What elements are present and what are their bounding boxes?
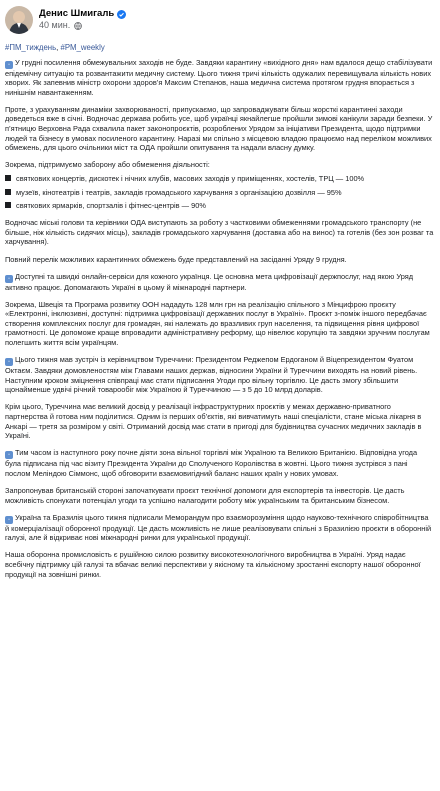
author-avatar[interactable] [5,6,33,34]
hashtags: #ПМ_тиждень, #PM_weekly [5,43,105,52]
hashtag-pm-tyzhden[interactable]: #ПМ_тиждень [5,43,57,52]
list-item: святкових концертів, дискотек і нічних клубів, масових заходів у приміщеннях, хостелів, ТРЦ — 100% [5,174,434,184]
post-paragraph: ▫ Тим часом із наступного року почне діяти зона вільної торгівлі між Україною та Великою Британією. Відповідна угода була підписана під час візиту Президента України до Сполученого Королівства в жовтні. Цього тижня зустрівся з пані послом Меліндою Сіммонс, щоб обговорити взаємовигідний баланс наших країн у нових умовах. [5,448,418,478]
list-item: музеїв, кінотеатрів і театрів, закладів громадського харчування з організацією дозвілля — 95% [5,188,434,198]
post-paragraph: Проте, з урахуванням динаміки захворюваності, припускаємо, що запроваджувати більш жорсткі карантинні заходи доведеться вже в січні. Водночас держава робить усе, щоб українці якнайлегше пройшли зимові канікули заради безпеки. У п’ятницю Верховна Рада схвалила пакет законопроєктів, розроблених Урядом за ініціативи Президента, щодо підтримки людей та бізнесу в умовах посиленого карантину. Наразі ми спільно з місцевою владою працюємо над переліком можливих обмежень, для цього очільники міст та ОДА пройшли опитування та надали власну думку. [5,104,433,153]
post-paragraph: Зокрема, підтримуємо заборону або обмеження діяльності: [5,160,210,170]
hashtag-pm-weekly[interactable]: #PM_weekly [60,43,105,52]
list-item: святкових ярмарків, спортзалів і фітнес-центрів — 90% [5,201,434,211]
bullet-emoji-icon: ▫ [5,516,13,524]
post-paragraph: ▫ Цього тижня мав зустріч із керівництвом Туреччини: Президентом Реджепом Ердоганом й Віцепрезидентом Фуатом Октаєм. Завдяки домовленостям між Главами наших держав, відносини України й Туреччини виходять на новий рівень. Наступним кроком зміцнення співпраці має стати підписання Угоди про вільну торгівлю. Це дасть змогу збільшити щонайменше удвічі річний товарообіг між Україною й Туреччиною — з 5 до 10 млрд доларів. [5,355,418,395]
post-paragraph: ▫ У грудні посилення обмежувальних заходів не буде. Завдяки карантину «вихідного дня» нам вдалося дещо стабілізувати епідемічну ситуацію та розвантажити медичну систему. Цього тижня тричі кількість одужалих перевищувала кількість нових хворих. Як запевнив міністр охорони здоров’я Максим Степанов, наша медична система протягом грудня впорається з нинішнім навантаженням. [5,57,433,97]
bullet-emoji-icon: ▫ [5,61,13,69]
square-bullet-icon [5,189,11,195]
post-time[interactable]: 40 мин. [39,20,71,30]
square-bullet-icon [5,175,11,181]
post-body [5,58,434,580]
post-paragraph: ▫ Доступні та швидкі онлайн-сервіси для кожного українця. Це основна мета цифровізації держпослуг, над якою Уряд активно працює. Допомагають Україні в цьому й міжнародні партнери. [5,271,414,292]
post-paragraph: ▫ Україна та Бразилія цього тижня підписали Меморандум про взаєморозуміння щодо науково-технічного співробітництва й комерціалізації оборонної продукції. Це дасть можливість не лише реалізовувати спільні з Бразилією проєкти в оборонній галузі, але й відкриває нові міжнародні ринки для української продукції. [5,512,432,543]
post-paragraph: Водночас міські голови та керівники ОДА виступають за роботу з частковими обмеженнями громадського транспорту (не більше, ніж кількість сидячих місць), закладів громадського харчування (доставка або на винос) та готелів (без зон розваг та харчування). [5,218,434,247]
post-paragraph: Запропонував британській стороні започаткувати проєкт технічної допомоги для експортерів та інвесторів. Це дасть можливість спонукати потенціал угоди та успішно налагодити роботу між українським та британським бізнесом. [5,486,405,505]
author-name[interactable]: Денис Шмигаль [39,8,115,20]
bullet-emoji-icon: ▫ [5,451,13,459]
post-paragraph: Повний перелік можливих карантинних обмежень буде представлений на засіданні Уряду 9 грудня. [5,254,347,264]
post-header [5,4,434,36]
post-paragraph: Зокрема, Швеція та Програма розвитку ООН нададуть 128 млн грн на реалізацію спільного з Мінцифрою проєкту «Електронні, інклюзивні, доступні: підтримка цифровізації державних послуг в Україні». Проєкт з-поміж іншого передбачає створення комплексних послуг для громадян, які належать до вразливих груп населення, та підвищення рівня цифрової грамотності. Це допоможе краще впровадити адміністративну реформу, що нівелює корупцію та завдяки зручним послугам полегшить життя всім українцям. [5,299,430,348]
bullet-emoji-icon: ▫ [5,275,13,283]
globe-icon [74,22,82,30]
bullet-emoji-icon: ▫ [5,358,13,366]
square-bullet-icon [5,202,11,208]
post-paragraph: Крім цього, Туреччина має великий досвід у реалізації інфраструктурних проєктів у межах державно-приватного партнерства й готова ним поділитися. Одним із перших об’єктів, які вивчатимуть наші спеціалісти, стане міська лікарня в Анкарі — третя за розміром у світі. Отриманий досвід має стати в пригоді для будівництва сучасних медичних закладів в Україні. [5,402,422,441]
verified-badge-icon [117,10,126,19]
post-paragraph: Наша оборонна промисловість є рушійною силою розвитку високотехнологічного виробництва в Україні. Уряд надає всебічну підтримку цій галузі та вбачає великі перспективи у якісному та кількісному зростанні експорту нашої оборонної продукції на зовнішні ринки. [5,550,421,579]
